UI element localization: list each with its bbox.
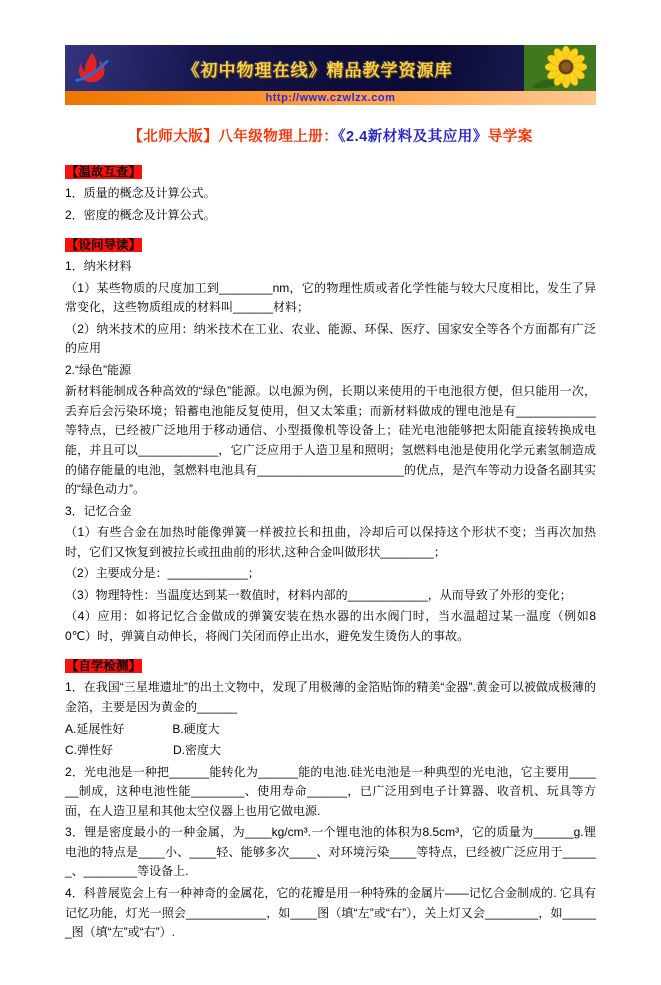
- paragraph: 1．质量的概念及计算公式。: [65, 186, 216, 200]
- section-header: [65, 162, 596, 181]
- site-url-link[interactable]: http://www.czwlzx.com: [265, 92, 396, 104]
- paragraph: A.延展性好 B.硬度大: [65, 721, 220, 736]
- worksheet-page: [65, 0, 596, 985]
- paragraph: 3．记忆合金: [65, 503, 132, 518]
- paragraph: 2．密度的概念及计算公式。: [65, 207, 216, 222]
- paragraph: 新材料能制成各种高效的“绿色”能源。以电源为例，长期以来使用的干电池很方便，但只能用一次，丢弃后会污染环境；铅蓄电池能反复使用，但又太笨重；而新材料做成的锂电池是有____________等特点，已经被广泛地用于移动通信、小型摄像机等设备上；硅光电池能够把太阳能直接转换成电能，并且可以____________，它广泛应用于人造卫星和照明；氢燃料电池是使用化学元素氢制造成的储存能量的电池，氢燃料电池具有______________________的优点，是汽车等动力设备名副其实的“绿色动力”。: [65, 384, 596, 497]
- paragraph: 1．在我国“三星堆遗址”的出土文物中，发现了用极薄的金箔贴饰的精美“金器”.黄金可以被做成极薄的金箔，主要是因为黄金的______: [65, 680, 596, 715]
- doc-title-suffix: 导学案: [487, 129, 533, 145]
- paragraph: C.弹性好 D.密度大: [65, 743, 222, 758]
- paragraph: （2）纳米技术的应用：纳米技术在工业、农业、能源、环保、医疗、国家安全等各个方面都有广泛的应用: [65, 321, 596, 356]
- section-header-label: 【自学检测】: [66, 659, 142, 674]
- paragraph: 2．光电池是一种把______能转化为______能的电池.硅光电池是一种典型的光电池，它主要用______制成，这种电池性能________、使用寿命______，已广泛用到电子计算器、收音机、玩具等方面，在人造卫星和其他太空仪器上也用它做电源.: [65, 764, 596, 818]
- paragraph: 2.“绿色”能源: [65, 362, 132, 377]
- paragraph: （1）某些物质的尺度加工到________nm，它的物理性质或者化学性能与较大尺度相比，发生了异常变化，这些物质组成的材料叫______材料；: [65, 280, 596, 315]
- section-header-label: 【设问导读】: [66, 238, 142, 253]
- site-logo-icon: [73, 49, 111, 87]
- doc-title-lesson: 《2.4新材料及其应用》: [338, 129, 488, 145]
- section-self-test: [65, 656, 596, 942]
- banner-brand-text: 《初中物理在线》精品教学资源库: [182, 60, 453, 80]
- site-banner: [65, 45, 596, 91]
- paragraph: （2）主要成分是：____________；: [65, 566, 260, 581]
- section-header: [65, 656, 596, 675]
- doc-title: [65, 125, 596, 146]
- paragraph: （3）物理特性：当温度达到某一数值时，材料内部的____________，从而导致了外形的变化；: [65, 587, 572, 602]
- section-header-label: 【温故互查】: [66, 165, 142, 179]
- section-guided-reading: [65, 235, 596, 646]
- section-review: [65, 162, 596, 225]
- banner-url-bar: [65, 91, 596, 105]
- doc-title-edition: 【北师大版】八年级物理上册：: [128, 129, 339, 145]
- paragraph: （1）有些合金在加热时能像弹簧一样被拉长和扭曲，冷却后可以保持这个形状不变；当再次加热时，它们又恢复到被拉长或扭曲前的形状,这种合金叫做形状________；: [65, 525, 596, 559]
- paragraph: 1．纳米材料: [65, 259, 132, 274]
- paragraph: （4）应用：如将记忆合金做成的弹簧安装在热水器的出水阀门时，当水温超过某一温度（例如80℃）时，弹簧自动伸长，将阀门关闭而停止出水，避免发生烫伤人的事故。: [65, 609, 596, 643]
- sunflower-icon: [524, 45, 596, 91]
- paragraph: 4．科普展览会上有一种神奇的金属花，它的花瓣是用一种特殊的金属片——记忆合金制成的. 它具有记忆功能，灯光一照会____________，如____图（填“左”或“右”），关上灯又会________，如______图（填“左”或“右”）.: [65, 885, 596, 940]
- paragraph: 3．锂是密度最小的一种金属，为____kg/cm³.一个锂电池的体积为8.5cm³，它的质量为______g.锂电池的特点是____小、____轻、能够多次____、对环境污染____等特点，已经被广泛应用于______、________等设备上.: [65, 825, 596, 879]
- section-header: [65, 235, 596, 254]
